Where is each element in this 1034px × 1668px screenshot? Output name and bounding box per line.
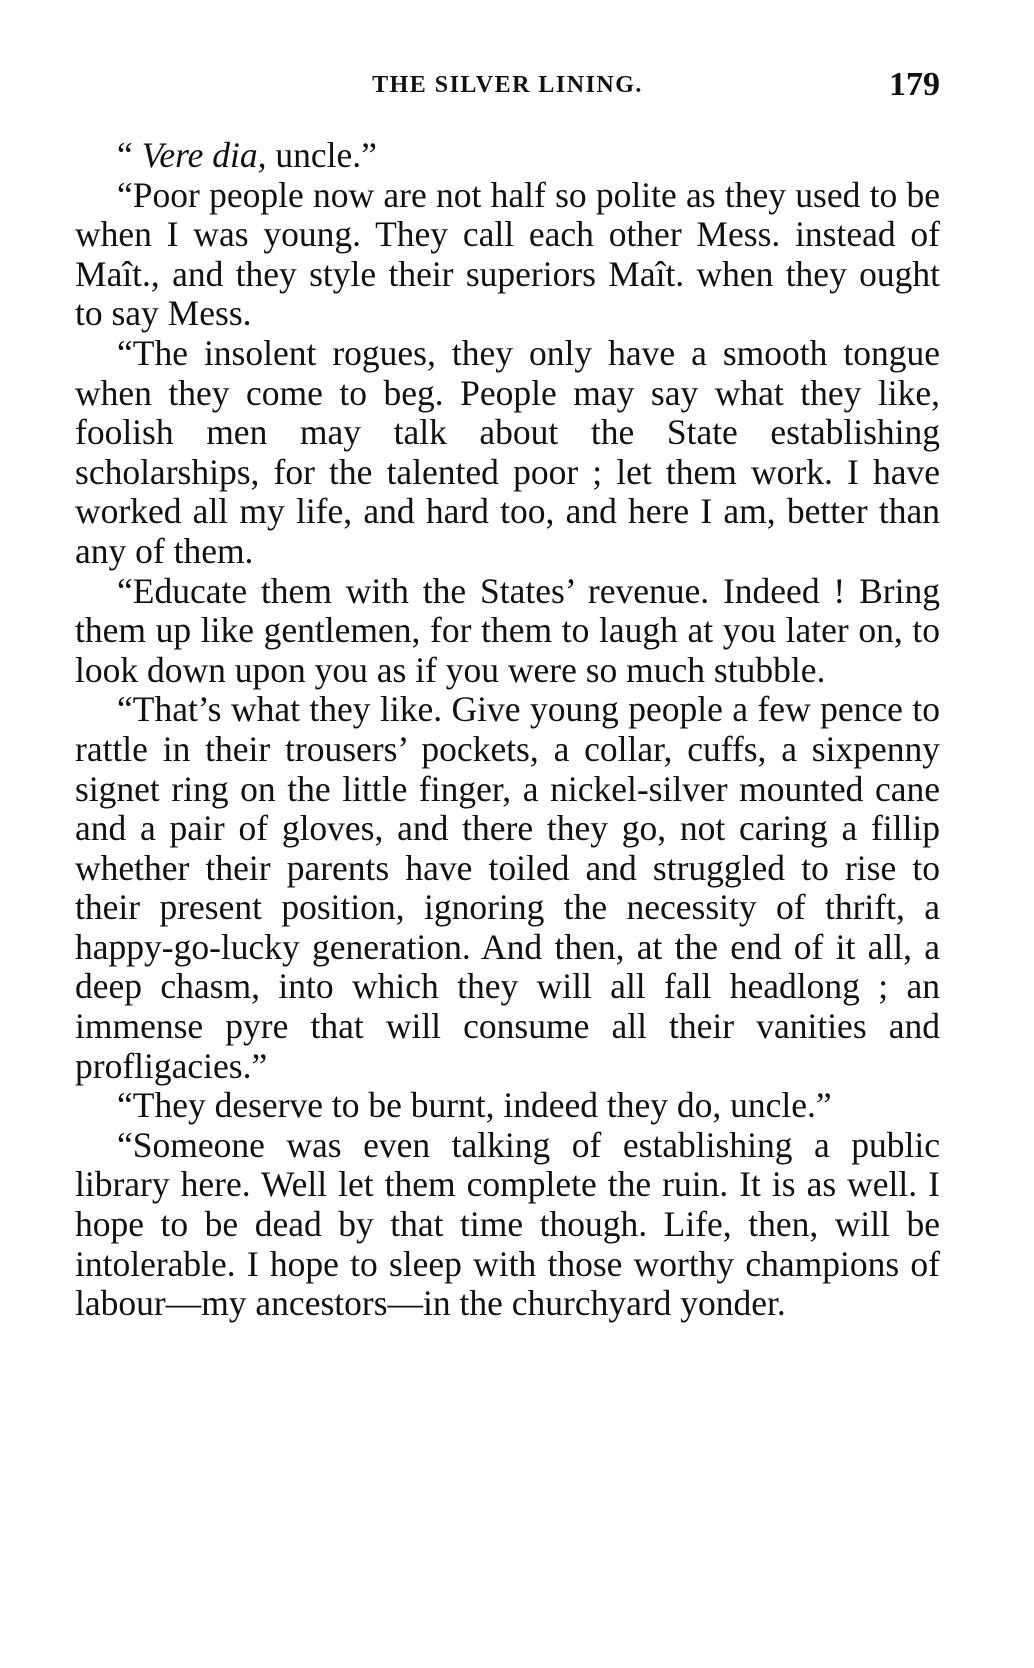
paragraph-what-they-like: “That’s what they like. Give young people a few pence to rattle in their trousers’ pockets, a collar, cuffs, a sixpenny signet ring on the little finger, a nickel-silver mounted cane and a pair of gloves, and there they go, not caring a fillip whether their parents have toiled and struggled to rise to their present position, ignoring the necessity of thrift, a happy-go-lucky generation. And then, at the end of it all, a deep chasm, into which they will all fall headlong ; an immense pyre that will consume all their vanities and profligacies.” — [75, 689, 940, 1086]
page-number: 179 — [889, 66, 940, 103]
body-text — [75, 136, 940, 1324]
running-head — [75, 66, 940, 116]
paragraph-public-library: “Someone was even talking of establishing a public library here. Well let them complete the ruin. It is as well. I hope to be dead by that time though. Life, then, will be intolerable. I hope to sleep with those worthy champions of labour—my ancestors—in the churchyard yonder. — [75, 1124, 940, 1324]
paragraph-insolent-rogues: “The insolent rogues, they only have a smooth tongue when they come to beg. People may say what they like, foolish men may talk about the State establishing scholarships, for the talented poor ; let them work. I have worked all my life, and hard too, and here I am, better than any of them. — [75, 332, 940, 571]
running-title: THE SILVER LINING. — [372, 72, 643, 98]
paragraph-text: uncle.” — [266, 135, 377, 175]
italic-phrase: Vere dia, — [141, 135, 267, 175]
paragraph-educate-them: “Educate them with the States’ revenue. Indeed ! Bring them up like gentlemen, for them to laugh at you later on, to look down upon you as if you were so much stubble. — [75, 570, 940, 690]
paragraph-deserve-burnt: “They deserve to be burnt, indeed they do, uncle.” — [117, 1085, 832, 1126]
paragraph-poor-people: “Poor people now are not half so polite as they used to be when I was young. They call each other Mess. instead of Maît., and they style their superiors Maît. when they ought to say Mess. — [75, 174, 940, 334]
paragraph-vere-dia: “ Vere dia, uncle.” — [117, 135, 377, 175]
